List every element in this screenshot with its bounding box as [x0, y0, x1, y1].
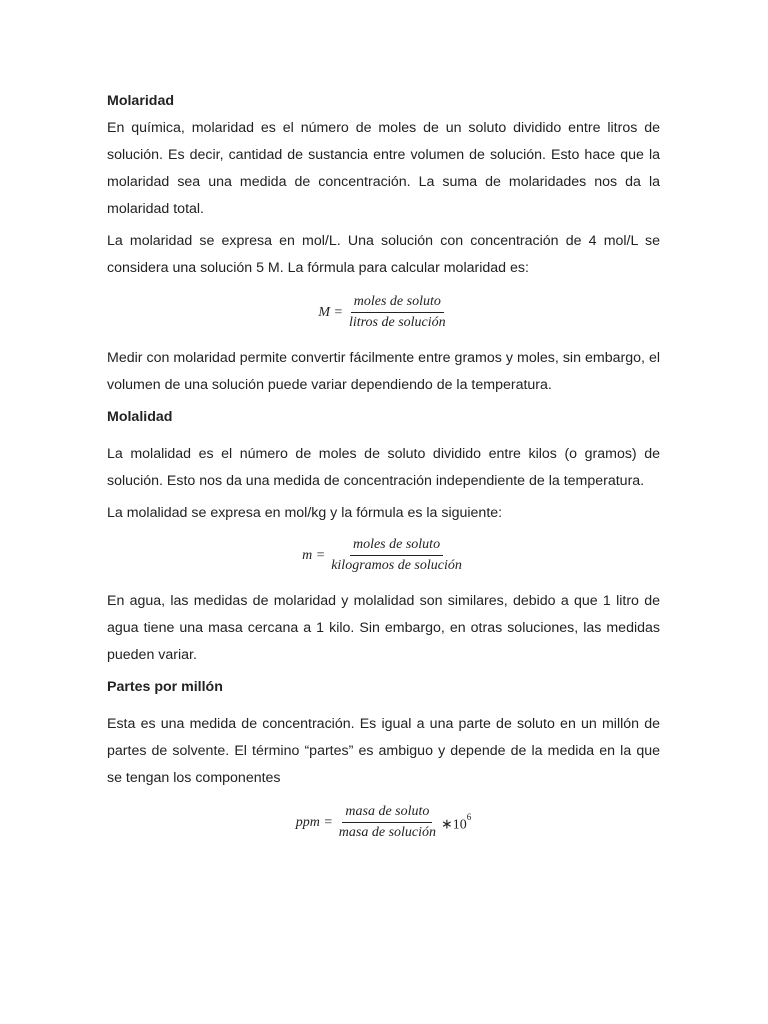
heading-molaridad: Molaridad [107, 93, 175, 109]
formula-ppm-exponent: 6 [466, 811, 472, 822]
paragraph-molalidad-units: La molalidad se expresa en mol/kg y la fórmula es la siguiente: [107, 505, 503, 521]
formula-ppm [107, 804, 660, 841]
paragraph-molaridad-definition: En química, molaridad es el número de moles de un soluto dividido entre litros de solución. Es decir, cantidad de sustancia entre volumen de solución. Esto hace que la molaridad sea una medida de concentración. La suma de molaridades nos da la molaridad total. [107, 120, 660, 217]
paragraph-ppm-definition: Esta es una medida de concentración. Es igual a una parte de soluto en un millón de partes de solvente. El término “partes” es ambiguo y depende de la medida en la que se tengan los componentes [107, 716, 660, 786]
formula-ppm-fraction [336, 804, 439, 841]
formula-ppm-multiplier-base: ∗10 [441, 817, 467, 833]
formula-ppm-lhs: ppm = [295, 814, 333, 830]
formula-molaridad-lhs: M = [318, 304, 343, 320]
formula-molalidad-denominator: kilogramos de solución [331, 558, 462, 573]
formula-ppm-numerator: masa de soluto [342, 804, 432, 823]
paragraph-molaridad-units: La molaridad se expresa en mol/L. Una solución con concentración de 4 mol/L se considera una solución 5 M. La fórmula para calcular molaridad es: [107, 233, 660, 276]
formula-ppm-multiplier [441, 812, 471, 834]
paragraph-molaridad-note: Medir con molaridad permite convertir fácilmente entre gramos y moles, sin embargo, el volumen de una solución puede variar dependiendo de la temperatura. [107, 350, 660, 393]
heading-molalidad: Molalidad [107, 409, 173, 425]
formula-molalidad-numerator: moles de soluto [350, 537, 443, 556]
formula-molalidad-fraction [328, 537, 465, 574]
paragraph-molalidad-definition: La molalidad es el número de moles de soluto dividido entre kilos (o gramos) de solución. Esto nos da una medida de concentración independiente de la temperatura. [107, 446, 660, 489]
formula-molaridad-denominator: litros de solución [348, 315, 446, 330]
formula-ppm-denominator: masa de solución [338, 825, 437, 840]
formula-molalidad [107, 537, 660, 574]
formula-molaridad-fraction [346, 294, 449, 331]
formula-molaridad-numerator: moles de soluto [351, 294, 444, 313]
document-page [107, 88, 660, 841]
heading-ppm: Partes por millón [107, 679, 223, 695]
formula-molaridad [107, 294, 660, 331]
paragraph-molalidad-note: En agua, las medidas de molaridad y molalidad son similares, debido a que 1 litro de agua tiene una masa cercana a 1 kilo. Sin embargo, en otras soluciones, las medidas pueden variar. [107, 593, 660, 663]
formula-molalidad-lhs: m = [302, 547, 326, 563]
